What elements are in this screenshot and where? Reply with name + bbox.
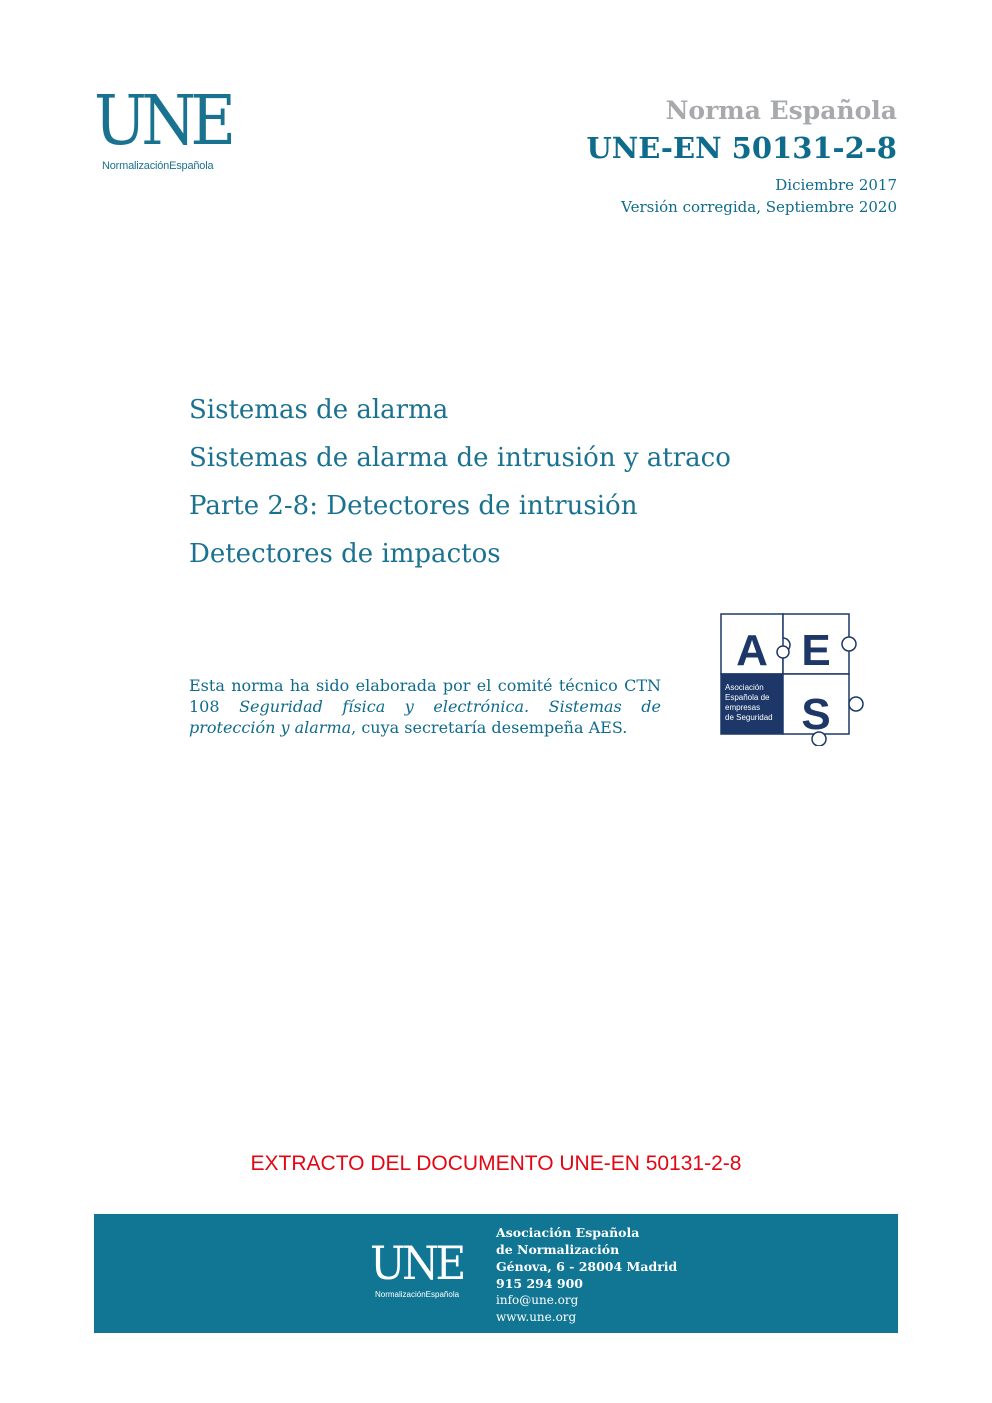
title-line-2: Sistemas de alarma de intrusión y atraco bbox=[189, 443, 731, 473]
aes-letter-a: A bbox=[736, 626, 768, 675]
aes-logo bbox=[719, 612, 865, 746]
version-note: Versión corregida, Septiembre 2020 bbox=[621, 198, 897, 216]
norma-label: Norma Española bbox=[665, 96, 897, 125]
title-line-3: Parte 2-8: Detectores de intrusión bbox=[189, 491, 638, 521]
footer-address: Génova, 6 - 28004 Madrid bbox=[496, 1259, 678, 1274]
footer-une-logo-subtitle: NormalizaciónEspañola bbox=[375, 1290, 460, 1299]
aes-text-line-4: de Seguridad bbox=[725, 713, 773, 722]
footer-phone: 915 294 900 bbox=[496, 1276, 583, 1291]
aes-letter-s: S bbox=[801, 690, 831, 739]
document-titles bbox=[189, 386, 731, 578]
title-line-4: Detectores de impactos bbox=[189, 539, 501, 569]
footer-email[interactable]: info@une.org bbox=[496, 1293, 579, 1307]
footer-web[interactable]: www.une.org bbox=[496, 1310, 577, 1324]
publication-date: Diciembre 2017 bbox=[775, 176, 897, 194]
aes-text-line-3: empresas bbox=[725, 703, 761, 712]
committee-paragraph bbox=[189, 675, 661, 738]
committee-outro: , cuya secretaría desempeña AES. bbox=[351, 718, 628, 737]
une-logo-subtitle: NormalizaciónEspañola bbox=[102, 160, 214, 172]
standard-code: UNE-EN 50131-2-8 bbox=[586, 131, 897, 165]
committee-name: Seguridad física y electrónica. Sistemas de protección y alarma bbox=[189, 697, 661, 737]
footer-une-logo: UNE bbox=[370, 1236, 463, 1290]
une-logo: UNE bbox=[94, 82, 231, 161]
title-line-1: Sistemas de alarma bbox=[189, 395, 449, 425]
committee-intro: Esta norma ha sido elaborada por el comité técnico CTN 108 bbox=[189, 676, 661, 716]
extract-notice: EXTRACTO DEL DOCUMENTO UNE-EN 50131-2-8 bbox=[250, 1152, 742, 1175]
aes-text-line-2: Española de bbox=[725, 693, 770, 702]
footer-org-line-1: Asociación Española bbox=[496, 1225, 640, 1240]
footer-org-line-2: de Normalización bbox=[496, 1242, 620, 1257]
aes-text-line-1: Asociación bbox=[725, 683, 764, 692]
aes-letter-e: E bbox=[801, 626, 831, 675]
footer-contact bbox=[496, 1224, 677, 1326]
